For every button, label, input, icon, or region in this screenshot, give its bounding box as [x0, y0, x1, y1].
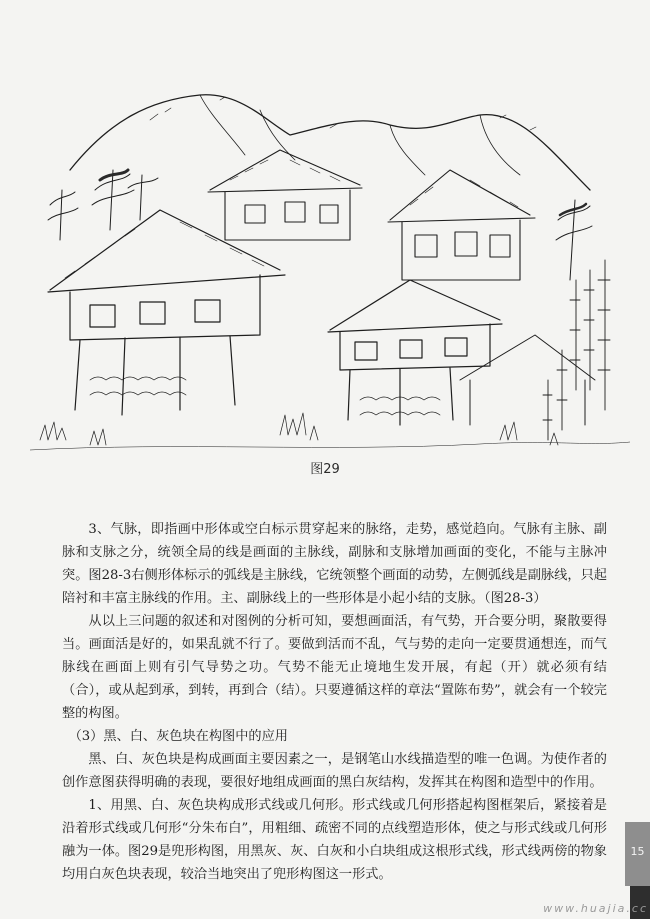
body-text [62, 518, 607, 886]
right-house [388, 170, 535, 280]
paragraph-form-lines: 1、用黑、白、灰色块构成形式线或几何形。形式线或几何形搭起构图框架后，紧接着是沿着形式线或几何形“分朱布白”，用粗细、疏密不同的点线塑造形体，使之与形式线或几何形融为一体。图29是兜形构图，用黑灰、灰、白灰和小白块组成这根形式线，形式线两傍的物象均用白灰色块表现，较洽当地突出了兜形构图这一形式。 [62, 798, 607, 882]
foreground-grass [40, 413, 558, 445]
paragraph-black-white-grey: 黑、白、灰色块是构成画面主要因素之一，是钢笔山水线描造型的唯一色调。为使作者的创作意图获得明确的表现，要很好地组成画面的黑白灰结构，发挥其在构图和造型中的作用。 [62, 752, 607, 790]
stone-wall [90, 377, 440, 415]
page-number: 15 [630, 845, 645, 858]
paragraph-summary: 从以上三问题的叙述和对图例的分析可知，要想画面活，有气势，开合要分明，聚散要得当。画面活是好的，如果乱就不行了。要做到活而不乱，气与势的走向一定要贯通想连，而气脉线在画面上则有引气导势之功。气势不能无止境地生发开展，有起（开）就必须有结（合），或从起到承，到转，再到合（结）。只要遵循这样的章法“置陈布势”，就会有一个较完整的构图。 [62, 614, 607, 721]
section-heading: （3）黑、白、灰色块在构图中的应用 [68, 729, 288, 744]
upper-house [208, 150, 362, 240]
village-sketch-illustration [30, 80, 630, 455]
stilt-house-right [328, 280, 502, 425]
site-watermark: www.huajia.cc [543, 902, 648, 915]
paragraph-qimai: 3、气脉，即指画中形体或空白标示贯穿起来的脉络，走势，感觉趋向。气脉有主脉、副脉和支脉之分，统领全局的线是画面的主脉线，副脉和支脉增加画面的变化，不能与主脉冲突。图28-3右侧形体标示的弧线是主脉线，它统领整个画面的动势，左侧弧线是副脉线，只起陪衬和丰富主脉线的作用。主、副脉线上的一些形体是小起小结的支脉。（图28-3） [62, 522, 607, 606]
calligraphy-inscription [543, 260, 610, 440]
stilt-house-left [48, 210, 285, 415]
figure-caption: 图29 [310, 462, 340, 477]
left-trees [48, 170, 158, 240]
